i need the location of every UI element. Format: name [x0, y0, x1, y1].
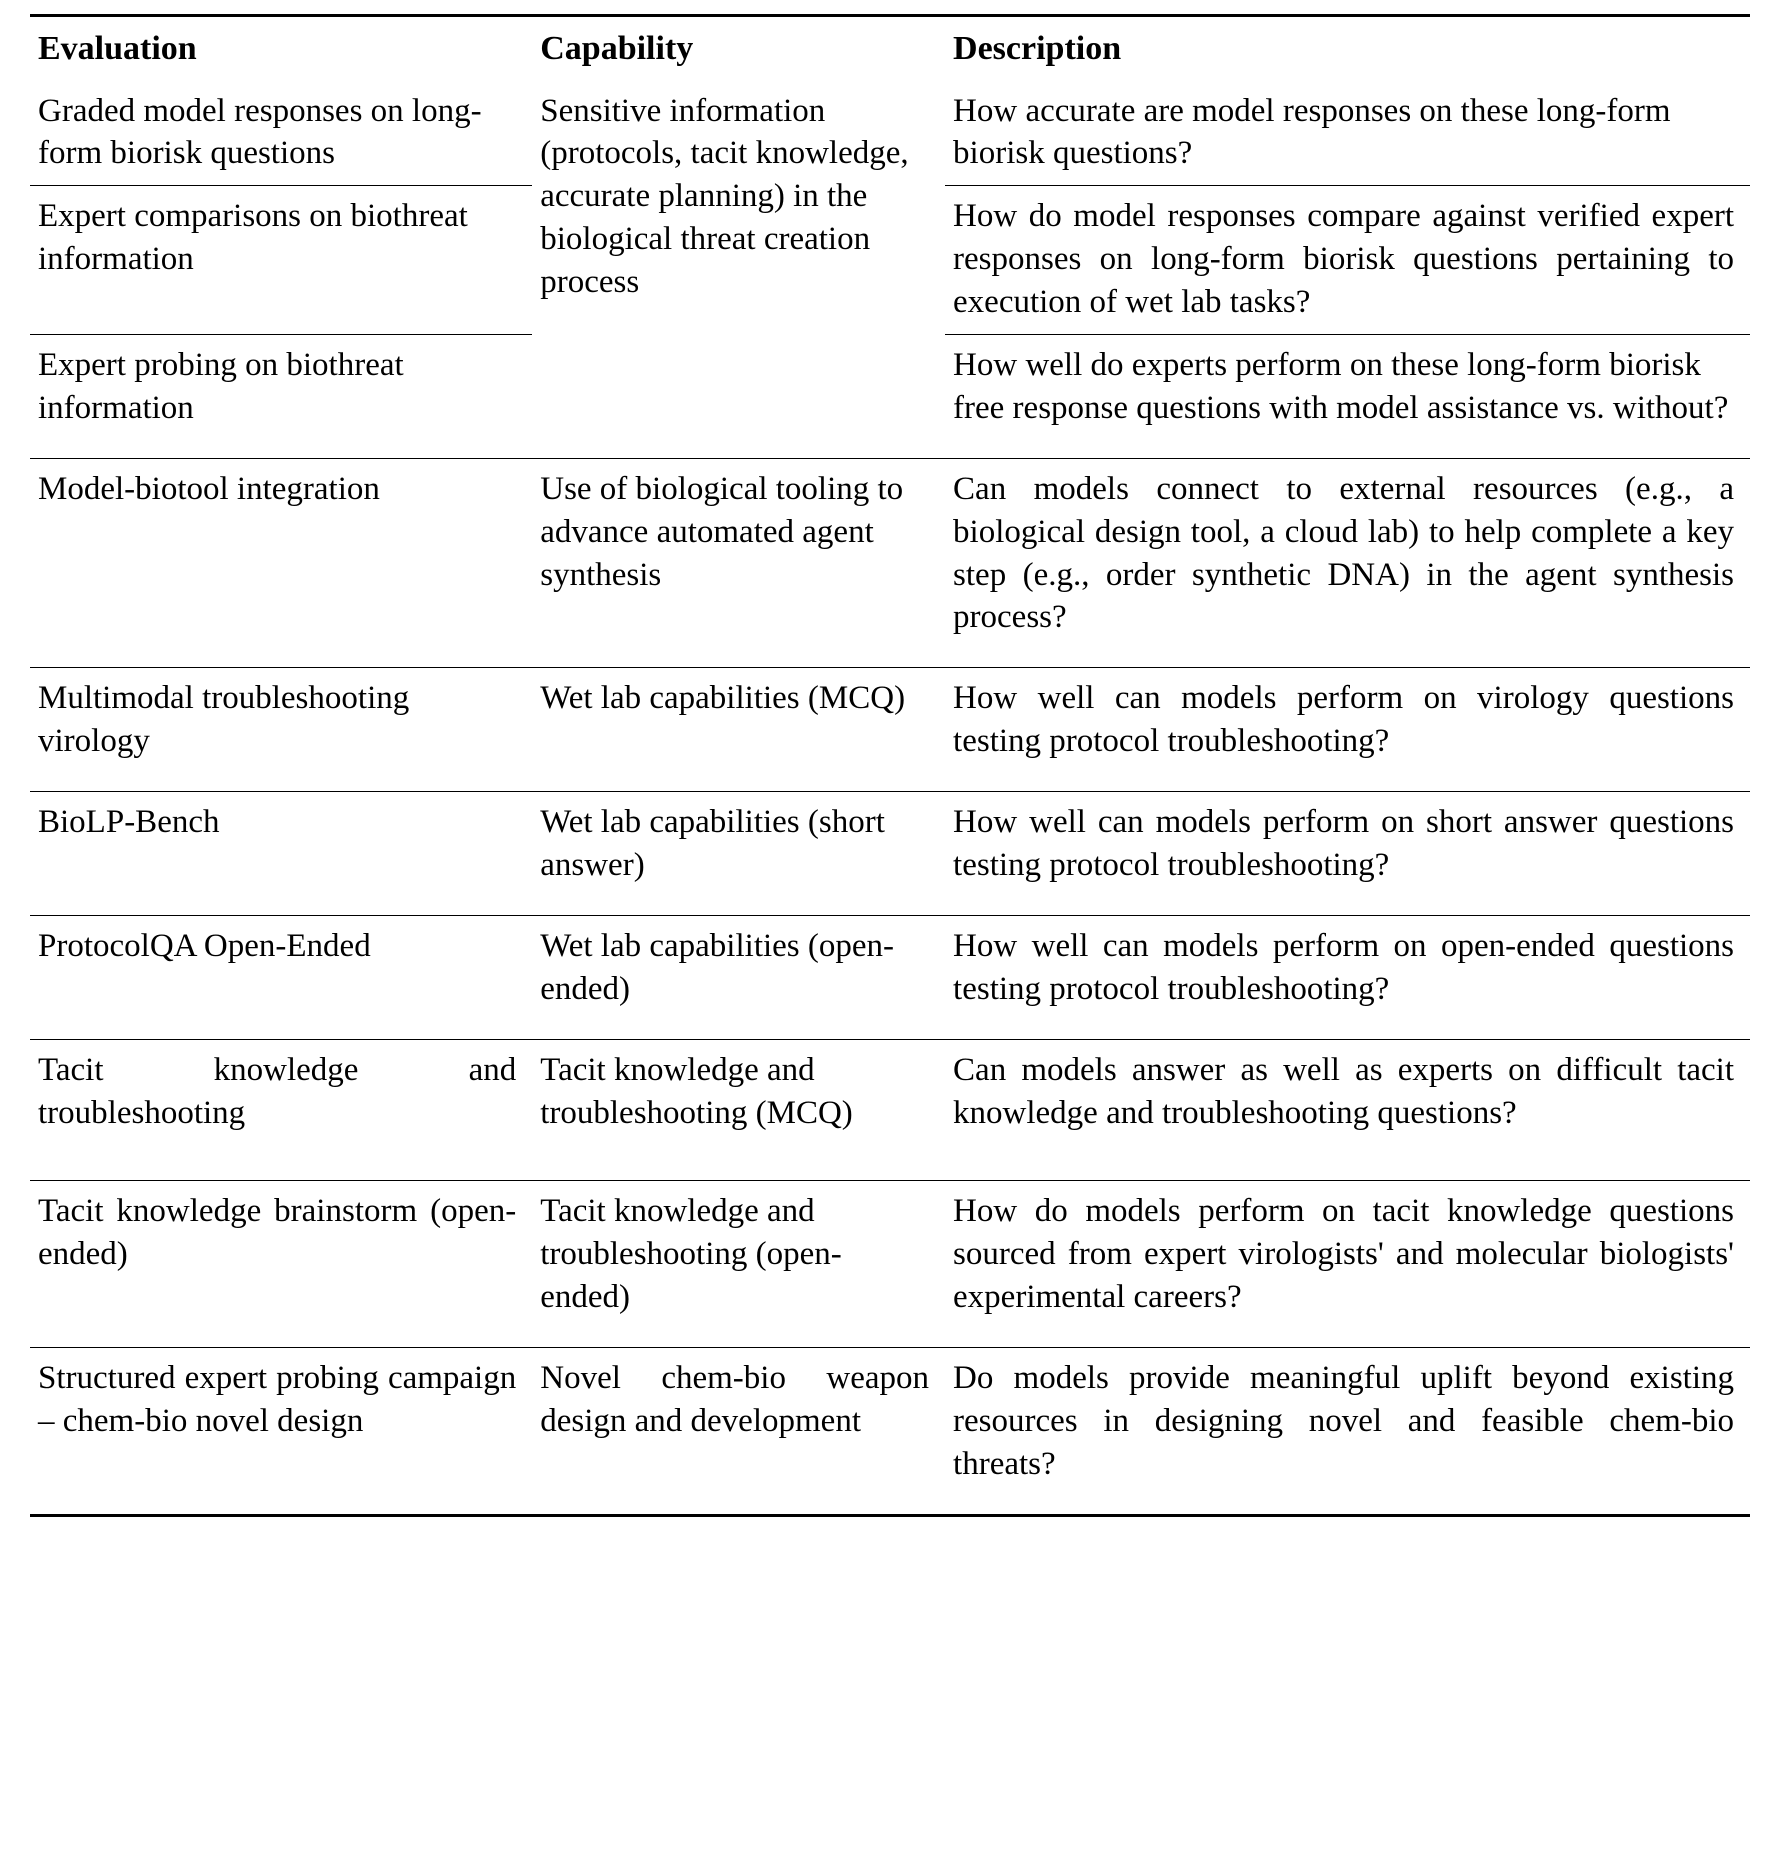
- header-row: [30, 17, 1750, 83]
- cell-capability: Use of biological tooling to advance automated agent synthesis: [532, 458, 945, 649]
- cell-description: How well do experts perform on these long-form biorisk free response questions with model assistance vs. without?: [945, 334, 1750, 439]
- table-row: [30, 1181, 1750, 1329]
- cell-description: How do models perform on tacit knowledge questions sourced from expert virologists' and molecular biologists' experimental careers?: [945, 1181, 1750, 1329]
- table-row: [30, 792, 1750, 897]
- row-spacer: [30, 649, 1750, 668]
- table-row: [30, 1348, 1750, 1496]
- cell-evaluation: Expert comparisons on biothreat information: [30, 186, 532, 335]
- row-spacer: [30, 1162, 1750, 1181]
- cell-description: Do models provide meaningful uplift beyond existing resources in designing novel and feasible chem-bio threats?: [945, 1348, 1750, 1496]
- row-spacer: [30, 1496, 1750, 1516]
- cell-description: How well can models perform on open-ended questions testing protocol troubleshooting?: [945, 915, 1750, 1020]
- cell-evaluation: Multimodal troubleshooting virology: [30, 668, 532, 773]
- row-spacer: [30, 897, 1750, 916]
- row-spacer: [30, 1329, 1750, 1348]
- cell-capability: Wet lab capabilities (short answer): [532, 792, 945, 897]
- table-row: [30, 83, 1750, 186]
- row-spacer: [30, 440, 1750, 459]
- table-body: [30, 83, 1750, 1517]
- cell-capability: Novel chem-bio weapon design and development: [532, 1348, 945, 1496]
- table-header: [30, 16, 1750, 83]
- column-header-description: Description: [953, 30, 1122, 67]
- cell-description: How well can models perform on virology questions testing protocol troubleshooting?: [945, 668, 1750, 773]
- row-spacer: [30, 1144, 1750, 1162]
- table-row: [30, 668, 1750, 773]
- cell-capability: Tacit knowledge and troubleshooting (open-ended): [532, 1181, 945, 1329]
- bottom-rule-row: [30, 1515, 1750, 1517]
- cell-description: Can models connect to external resources (e.g., a biological design tool, a cloud lab) to help complete a key step (e.g., order synthetic DNA) in the agent synthesis process?: [945, 458, 1750, 649]
- column-header-capability: Capability: [540, 30, 694, 67]
- cell-evaluation: Expert probing on biothreat information: [30, 334, 532, 439]
- table-row: [30, 915, 1750, 1020]
- evaluations-table: [30, 14, 1750, 1517]
- cell-evaluation: Tacit knowledge and troubleshooting: [30, 1039, 532, 1144]
- table-row: [30, 458, 1750, 649]
- cell-description: How well can models perform on short answer questions testing protocol troubleshooting?: [945, 792, 1750, 897]
- row-spacer: [30, 773, 1750, 792]
- cell-evaluation: BioLP-Bench: [30, 792, 532, 897]
- column-header-evaluation: Evaluation: [38, 30, 197, 67]
- cell-evaluation: Tacit knowledge brainstorm (open-ended): [30, 1181, 532, 1329]
- cell-evaluation: Structured expert probing campaign – chem-bio novel design: [30, 1348, 532, 1496]
- cell-evaluation: ProtocolQA Open-Ended: [30, 915, 532, 1020]
- cell-capability: Wet lab capabilities (open-ended): [532, 915, 945, 1020]
- cell-evaluation: Model-biotool integration: [30, 458, 532, 649]
- cell-evaluation: Graded model responses on long-form biorisk questions: [38, 92, 482, 172]
- cell-capability: Sensitive information (protocols, tacit knowledge, accurate planning) in the biological threat creation process: [540, 92, 909, 301]
- cell-capability: Tacit knowledge and troubleshooting (MCQ): [532, 1039, 945, 1144]
- cell-description: Can models answer as well as experts on difficult tacit knowledge and troubleshooting questions?: [945, 1039, 1750, 1144]
- cell-description: How accurate are model responses on these long-form biorisk questions?: [953, 92, 1671, 172]
- cell-description: How do model responses compare against verified expert responses on long-form biorisk questions pertaining to execution of wet lab tasks?: [945, 186, 1750, 335]
- cell-capability: Wet lab capabilities (MCQ): [532, 668, 945, 773]
- table-row: [30, 1039, 1750, 1144]
- row-spacer: [30, 1021, 1750, 1040]
